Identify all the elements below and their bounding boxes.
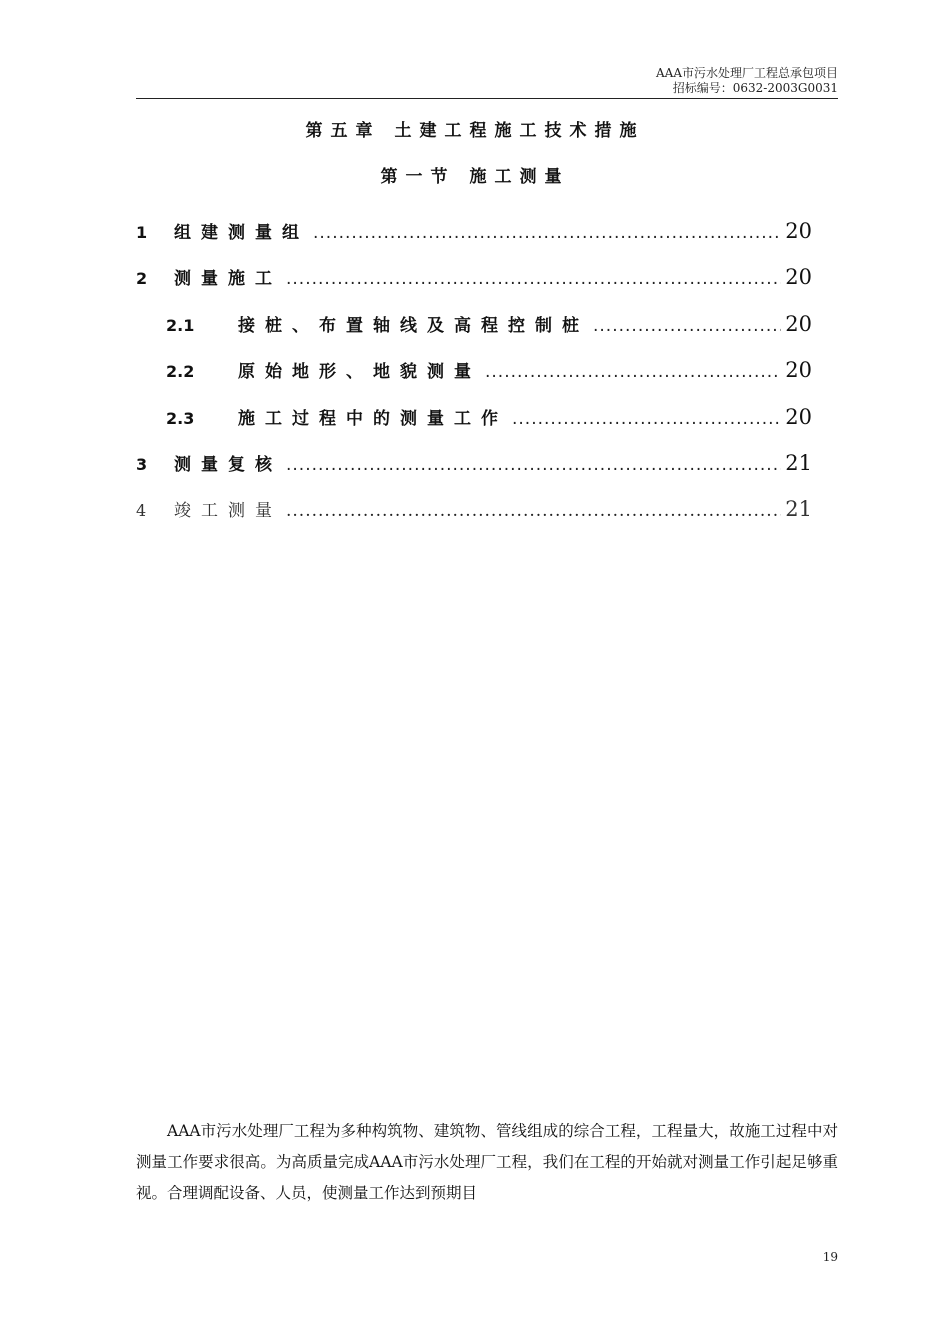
toc-entry[interactable] — [136, 450, 812, 496]
toc-entry-title: 测量施工 — [174, 269, 282, 290]
toc-entry-page: 20 — [785, 265, 812, 290]
toc-entry[interactable] — [136, 264, 812, 310]
toc-entry-number: 2 — [136, 269, 148, 289]
toc-leader-dots — [512, 409, 781, 429]
toc-leader-dots — [286, 455, 781, 475]
body-paragraph: AAA市污水处理厂工程为多种构筑物、建筑物、管线组成的综合工程，工程量大，故施工过程中对测量工作要求很高。为高质量完成AAA市污水处理厂工程，我们在工程的开始就对测量工作引起足够重视。合理调配设备、人员，使测量工作达到预期目 — [136, 1121, 838, 1202]
toc-entry-number: 2.3 — [166, 408, 195, 428]
toc-entry-number: 4 — [136, 501, 147, 521]
toc-entry-page: 21 — [785, 497, 812, 522]
section-title: 第一节 施工测量 — [380, 167, 570, 187]
header-bid-number: 招标编号：0632-2003G0031 — [672, 81, 838, 95]
toc-leader-dots — [313, 223, 781, 243]
toc-entry-number: 2.1 — [166, 315, 195, 335]
toc-entry[interactable] — [136, 218, 812, 264]
header-project-title: AAA市污水处理厂工程总承包项目 — [656, 66, 838, 80]
header-divider — [136, 98, 838, 99]
toc-entry-title: 组建测量组 — [174, 223, 309, 243]
toc-entry-title: 原始地形、地貌测量 — [238, 362, 481, 383]
table-of-contents — [136, 218, 812, 543]
toc-entry-page: 20 — [785, 311, 812, 336]
toc-entry-page: 21 — [785, 450, 812, 475]
page-number: 19 — [822, 1250, 838, 1264]
toc-leader-dots — [593, 316, 781, 336]
toc-entry[interactable] — [136, 357, 812, 403]
toc-entry-title: 测量复核 — [174, 454, 282, 475]
toc-leader-dots — [286, 269, 781, 289]
toc-entry-page: 20 — [785, 358, 812, 383]
chapter-title: 第五章 土建工程施工技术措施 — [305, 121, 645, 141]
toc-entry-title: 接桩、布置轴线及高程控制桩 — [238, 315, 589, 336]
toc-entry-number: 3 — [136, 454, 148, 474]
toc-entry-title: 竣工测量 — [174, 501, 282, 522]
toc-entry[interactable] — [136, 404, 812, 450]
toc-entry-title: 施工过程中的测量工作 — [238, 408, 508, 429]
toc-leader-dots — [286, 501, 781, 521]
toc-entry-number: 1 — [136, 223, 148, 242]
toc-entry-page: 20 — [785, 219, 812, 243]
toc-entry-number: 2.2 — [166, 362, 195, 382]
toc-leader-dots — [485, 362, 781, 382]
running-header — [656, 66, 838, 96]
toc-entry-page: 20 — [785, 404, 812, 429]
toc-entry[interactable] — [136, 311, 812, 357]
toc-entry[interactable] — [136, 496, 812, 542]
